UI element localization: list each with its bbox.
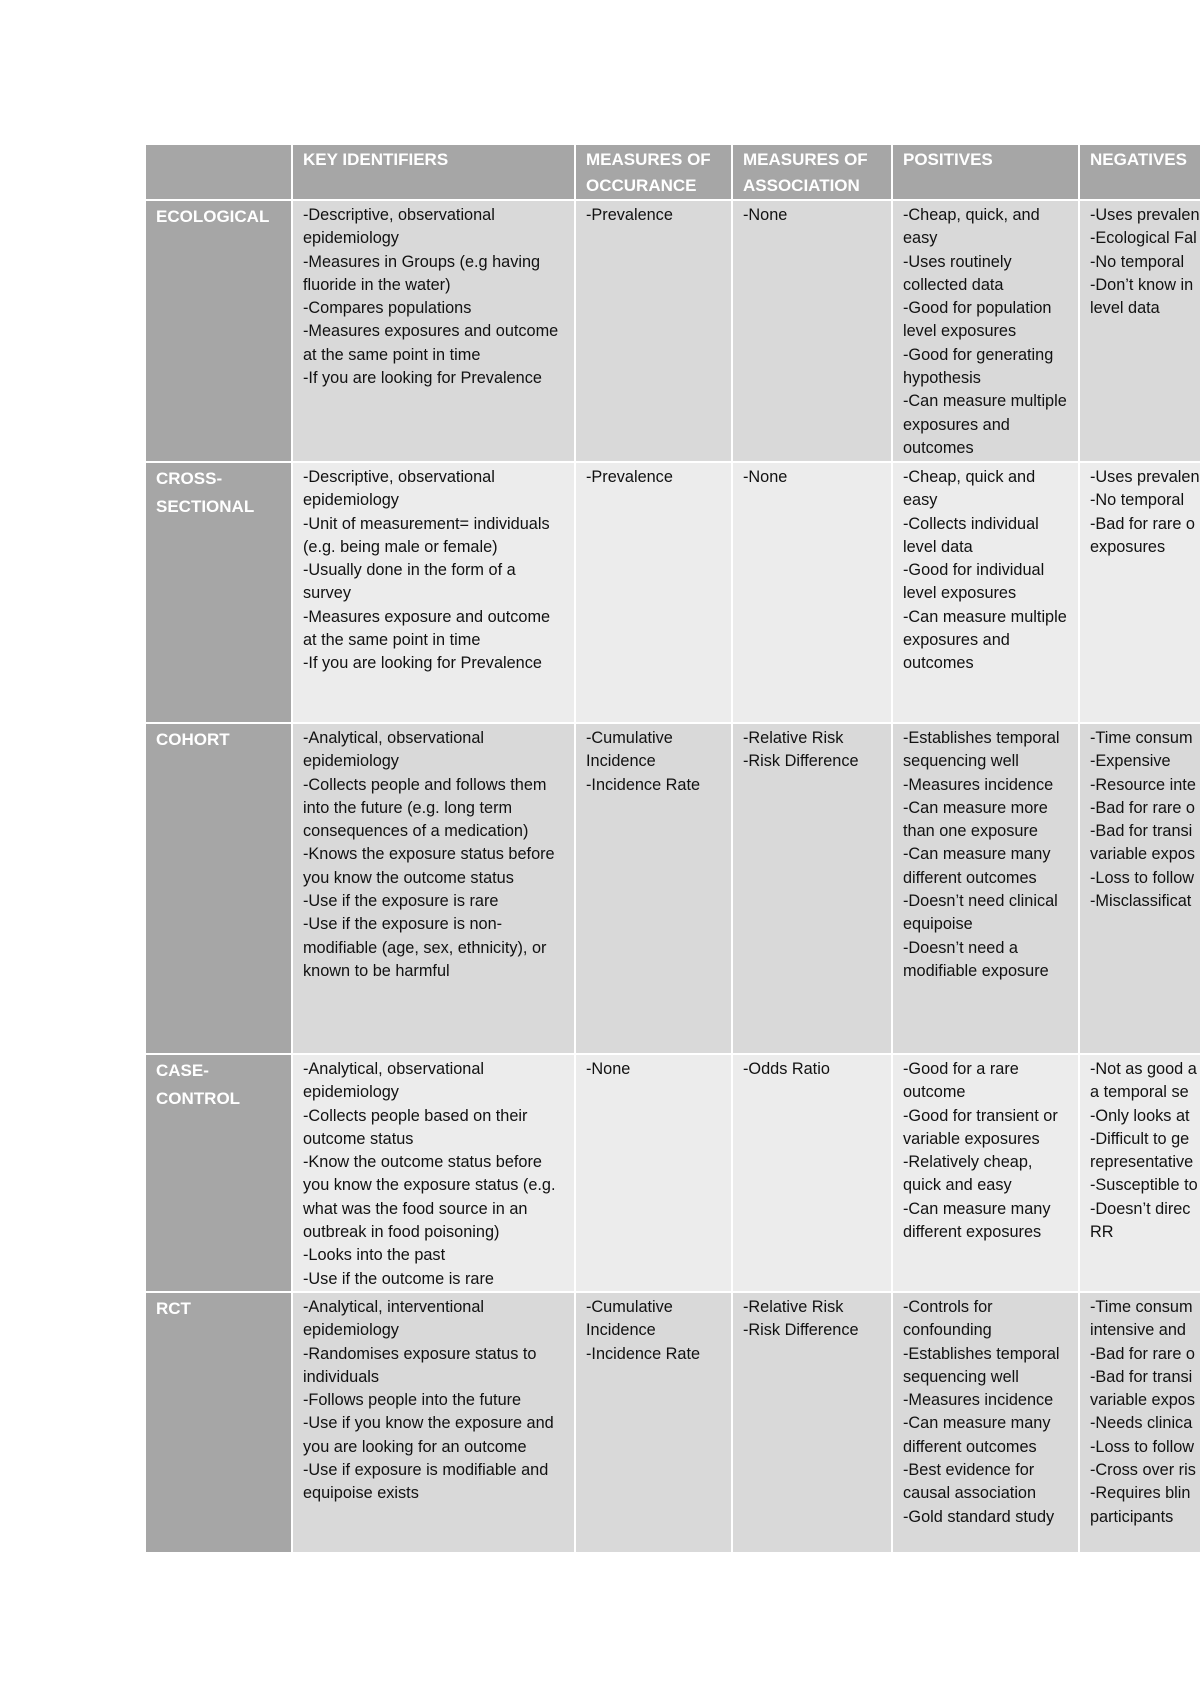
cell-line: -Use if the outcome is rare — [303, 1269, 494, 1288]
cell-line: -Risk Difference — [743, 1321, 859, 1340]
negatives-cell — [1080, 724, 1200, 1055]
cell-line: -Measures exposure and outcome at the same point in time — [303, 607, 551, 650]
cell-line: -Randomises exposure status to individuals — [303, 1344, 537, 1386]
row-header: CROSS-SECTIONAL — [146, 463, 293, 724]
key-identifiers-cell — [293, 1293, 576, 1554]
cell-line: -Relative Risk — [743, 729, 844, 747]
cell-line: -Know the outcome status before you know the exposure status (e.g. what was the food source in an outbreak in food poisoning) — [303, 1153, 556, 1242]
cell-line: representative — [1090, 1153, 1194, 1172]
cell-line: -Difficult to ge — [1090, 1129, 1190, 1148]
cell-line: -None — [743, 468, 788, 486]
cell-line: -Uses routinely collected data — [903, 252, 1012, 294]
cell-line: -Misclassificat — [1090, 892, 1192, 911]
positives-cell — [893, 1293, 1080, 1554]
occurrence-cell — [576, 463, 733, 724]
cell-line: -Collects individual level data — [903, 514, 1039, 556]
cell-line: -Don’t know in — [1090, 275, 1194, 294]
cell-line: -Good for individual level exposures — [903, 561, 1045, 603]
cell-line: -Doesn’t need clinical equipoise — [903, 892, 1058, 934]
cell-line: -Measures incidence — [903, 775, 1054, 794]
negatives-cell — [1080, 1055, 1200, 1293]
negatives-cell — [1080, 1293, 1200, 1554]
header-positives: POSITIVES — [893, 145, 1080, 201]
cell-line: -Use if exposure is modifiable and equipoise exists — [303, 1461, 549, 1503]
cell-line: -Usually done in the form of a survey — [303, 561, 516, 603]
cell-line: RR — [1090, 1223, 1114, 1242]
row-header: CASE-CONTROL — [146, 1055, 293, 1293]
cell-line: -Doesn’t direc — [1090, 1199, 1191, 1218]
cell-line: -Measures in Groups (e.g having fluoride in the water) — [303, 252, 541, 294]
cell-line: -Resource inte — [1090, 775, 1196, 794]
association-cell — [733, 1055, 893, 1293]
cell-line: -Collects people and follows them into the future (e.g. long term consequences of a medication) — [303, 775, 547, 841]
cell-line: -Use if the exposure is non-modifiable (age, sex, ethnicity), or known to be harmful — [303, 915, 547, 980]
cell-line: -Relative Risk — [743, 1297, 844, 1316]
header-key-identifiers: KEY IDENTIFIERS — [293, 145, 576, 201]
cell-line: -Good for a rare outcome — [903, 1060, 1019, 1102]
cell-line: -If you are looking for Prevalence — [303, 369, 542, 388]
occurrence-cell — [576, 1055, 733, 1293]
cell-line: -Good for transient or variable exposures — [903, 1106, 1058, 1148]
cell-line: -Time consum — [1090, 729, 1193, 747]
cell-line: -Requires blin — [1090, 1484, 1191, 1503]
header-negatives: NEGATIVES — [1080, 145, 1200, 201]
cell-line: -Only looks at — [1090, 1106, 1190, 1125]
occurrence-cell — [576, 201, 733, 463]
cell-line: -Controls for confounding — [903, 1297, 993, 1340]
cell-line: -Doesn’t need a modifiable exposure — [903, 938, 1049, 980]
cell-line: -Can measure multiple exposures and outcomes — [903, 607, 1067, 673]
association-cell — [733, 201, 893, 463]
cell-line: -Use if the exposure is rare — [303, 892, 499, 911]
cell-line: -Relatively cheap, quick and easy — [903, 1153, 1033, 1195]
cell-line: -Loss to follow — [1090, 868, 1195, 887]
cell-line: -Incidence Rate — [586, 1344, 701, 1363]
cell-line: -None — [743, 206, 788, 224]
cell-line: -Cross over ris — [1090, 1461, 1196, 1480]
positives-cell — [893, 201, 1080, 463]
positives-cell — [893, 1055, 1080, 1293]
cell-line: -Odds Ratio — [743, 1060, 830, 1078]
cell-line: -Can measure many different outcomes — [903, 845, 1051, 887]
cell-line: -Needs clinica — [1090, 1414, 1193, 1433]
positives-cell — [893, 724, 1080, 1055]
cell-line: -Cumulative Incidence — [586, 729, 673, 771]
cell-line: -Bad for rare o — [1090, 798, 1195, 817]
cell-line: -Risk Difference — [743, 752, 859, 771]
key-identifiers-cell — [293, 201, 576, 463]
cell-line: -Collects people based on their outcome status — [303, 1106, 528, 1148]
table-row — [146, 201, 1200, 463]
cell-line: -Can measure multiple exposures and outcomes — [903, 392, 1067, 457]
table-row — [146, 1293, 1200, 1554]
cell-line: -Ecological Fal — [1090, 229, 1197, 248]
cell-line: -Knows the exposure status before you know the outcome status — [303, 845, 555, 887]
negatives-cell — [1080, 201, 1200, 463]
negatives-cell — [1080, 463, 1200, 724]
cell-line: -Bad for transi — [1090, 822, 1193, 841]
cell-line: -Bad for transi — [1090, 1367, 1193, 1386]
table-row — [146, 1055, 1200, 1293]
cell-line: participants — [1090, 1507, 1174, 1526]
cell-line: -Loss to follow — [1090, 1437, 1195, 1456]
cell-line: -Descriptive, observational epidemiology — [303, 206, 495, 248]
cell-line: -Prevalence — [586, 206, 673, 224]
key-identifiers-cell — [293, 463, 576, 724]
cell-line: -Can measure many different outcomes — [903, 1414, 1051, 1456]
cell-line: -Analytical, interventional epidemiology — [303, 1297, 484, 1340]
cell-line: -Gold standard study — [903, 1507, 1055, 1526]
cell-line: -Uses prevalen — [1090, 206, 1200, 224]
table-row — [146, 463, 1200, 724]
cell-line: -Compares populations — [303, 299, 472, 318]
key-identifiers-cell — [293, 1055, 576, 1293]
row-header: RCT — [146, 1293, 293, 1554]
study-design-table — [146, 145, 1200, 1554]
cell-line: -Analytical, observational epidemiology — [303, 729, 484, 771]
cell-line: intensive and — [1090, 1321, 1186, 1340]
row-header: COHORT — [146, 724, 293, 1055]
header-row — [146, 145, 1200, 201]
study-design-table-wrapper — [146, 145, 1200, 1554]
cell-line: -Cheap, quick and easy — [903, 468, 1036, 510]
cell-line: -Prevalence — [586, 468, 673, 486]
cell-line: -Can measure many different exposures — [903, 1199, 1051, 1242]
association-cell — [733, 463, 893, 724]
association-cell — [733, 1293, 893, 1554]
cell-line: -Good for population level exposures — [903, 299, 1052, 341]
cell-line: -Unit of measurement= individuals (e.g. being male or female) — [303, 514, 550, 556]
cell-line: -Uses prevalen — [1090, 468, 1200, 486]
table-row — [146, 724, 1200, 1055]
cell-line: -If you are looking for Prevalence — [303, 654, 542, 673]
association-cell — [733, 724, 893, 1055]
cell-line: -No temporal — [1090, 252, 1185, 271]
cell-line: variable expos — [1090, 1391, 1195, 1410]
cell-line: -Cumulative Incidence — [586, 1297, 673, 1340]
cell-line: -Susceptible to — [1090, 1176, 1198, 1195]
cell-line: level data — [1090, 299, 1160, 318]
cell-line: -Establishes temporal sequencing well — [903, 1344, 1060, 1386]
cell-line: -Time consum — [1090, 1297, 1193, 1316]
cell-line: -Not as good a — [1090, 1060, 1197, 1078]
cell-line: -Expensive — [1090, 752, 1171, 771]
cell-line: -Measures exposures and outcome at the same point in time — [303, 322, 559, 364]
key-identifiers-cell — [293, 724, 576, 1055]
header-measures-of-occurance: MEASURES OF OCCURANCE — [576, 145, 733, 201]
cell-line: -Bad for rare o — [1090, 1344, 1195, 1363]
positives-cell — [893, 463, 1080, 724]
cell-line: -Incidence Rate — [586, 775, 701, 794]
cell-line: -Use if you know the exposure and you are looking for an outcome — [303, 1414, 554, 1456]
occurrence-cell — [576, 1293, 733, 1554]
cell-line: -Bad for rare o — [1090, 514, 1195, 533]
header-measures-of-association: MEASURES OF ASSOCIATION — [733, 145, 893, 201]
cell-line: -None — [586, 1060, 631, 1078]
cell-line: -Can measure more than one exposure — [903, 798, 1048, 841]
cell-line: -Follows people into the future — [303, 1391, 522, 1410]
cell-line: -Analytical, observational epidemiology — [303, 1060, 484, 1102]
cell-line: -Good for generating hypothesis — [903, 345, 1054, 388]
cell-line: -Descriptive, observational epidemiology — [303, 468, 495, 510]
header-blank — [146, 145, 293, 201]
row-header: ECOLOGICAL — [146, 201, 293, 463]
cell-line: -Cheap, quick, and easy — [903, 206, 1040, 248]
cell-line: variable expos — [1090, 845, 1195, 864]
cell-line: -Looks into the past — [303, 1246, 446, 1265]
occurrence-cell — [576, 724, 733, 1055]
cell-line: -No temporal — [1090, 491, 1185, 510]
cell-line: -Establishes temporal sequencing well — [903, 729, 1060, 771]
cell-line: a temporal se — [1090, 1083, 1189, 1102]
cell-line: exposures — [1090, 537, 1166, 556]
cell-line: -Measures incidence — [903, 1391, 1054, 1410]
cell-line: -Best evidence for causal association — [903, 1461, 1037, 1503]
